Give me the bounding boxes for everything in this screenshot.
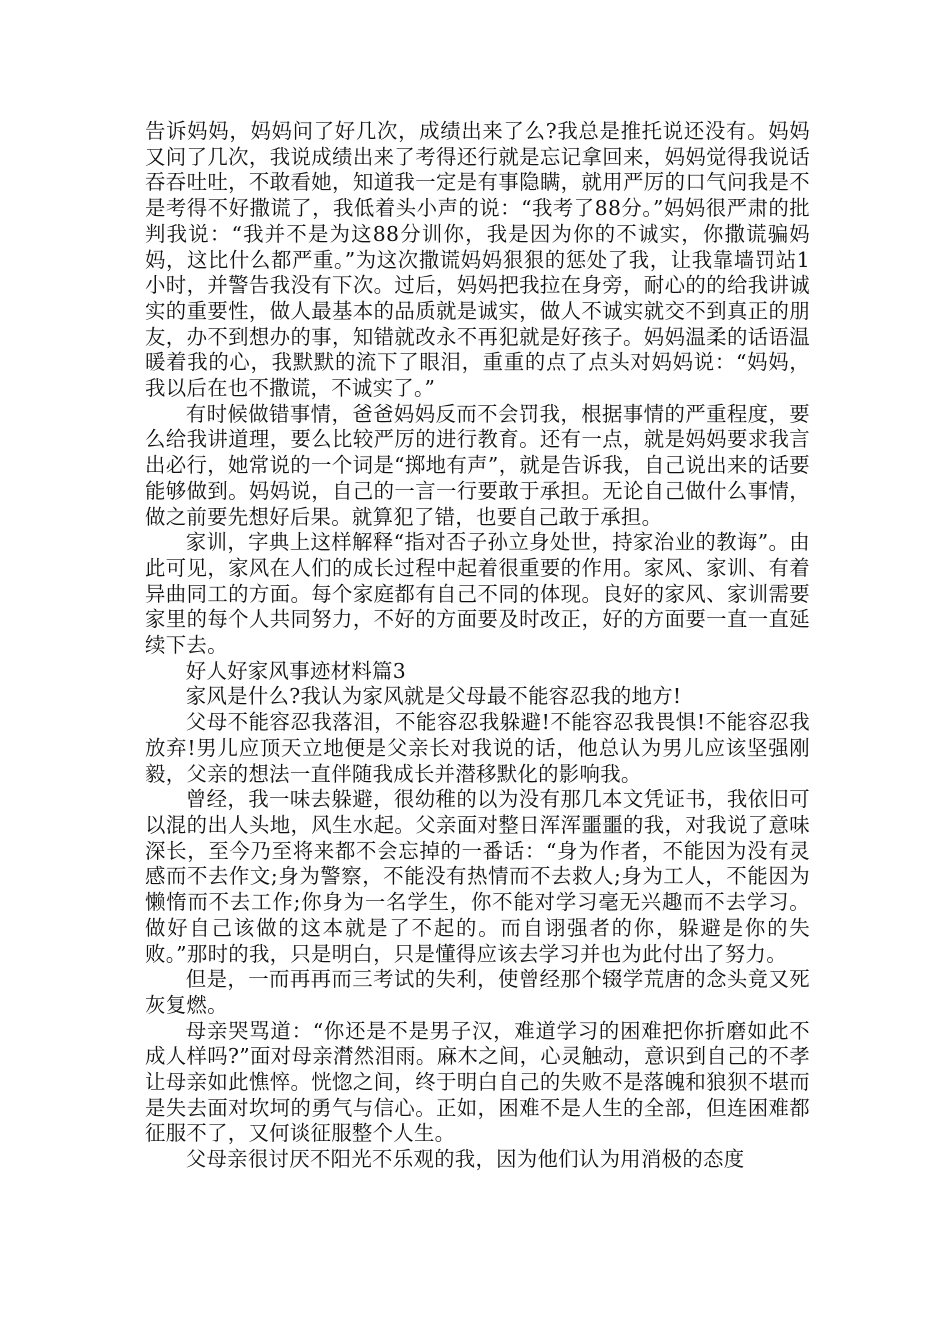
paragraph: 家风是什么?我认为家风就是父母最不能容忍我的地方! <box>185 684 682 709</box>
paragraph: 有时候做错事情，爸爸妈妈反而不会罚我，根据事情的严重程度，要么给我讲道理，要么比较严厉的进行教育。还有一点，就是妈妈要求我言出必行，她常说的一个词是“掷地有声”，就是告诉我，自己说出来的话要能够做到。妈妈说，自己的一言一行要敢于承担。无论自己做什么事情，做之前要先想好后果。就算犯了错，也要自己敢于承担。 <box>145 401 810 529</box>
paragraph: 曾经，我一味去躲避，很幼稚的以为没有那几本文凭证书，我依旧可以混的出人头地，风生水起。父亲面对整日浑浑噩噩的我，对我说了意味深长，至今乃至将来都不会忘掉的一番话：“身为作者，不能因为没有灵感而不去作文;身为警察，不能没有热情而不去救人;身为工人，不能因为懒惰而不去工作;你身为一名学生，你不能对学习毫无兴趣而不去学习。做好自己该做的这本就是了不起的。而自诩强者的你，躲避是你的失败。”那时的我，只是明白，只是懂得应该去学习并也为此付出了努力。 <box>145 787 810 966</box>
section-heading: 好人好家风事迹材料篇3 <box>185 658 406 683</box>
paragraph: 家训，字典上这样解释“指对否子孙立身处世，持家治业的教诲”。由此可见，家风在人们的成长过程中起着很重要的作用。家风、家训、有着异曲同工的方面。每个家庭都有自己不同的体现。良好的家风、家训需要家里的每个人共同努力，不好的方面要及时改正，好的方面要一直一直延续下去。 <box>145 530 810 658</box>
paragraph: 母亲哭骂道：“你还是不是男子汉，难道学习的困难把你折磨如此不成人样吗?”面对母亲潸然泪雨。麻木之间，心灵触动，意识到自己的不孝让母亲如此憔悴。恍惚之间，终于明白自己的失败不是落魄和狼狈不堪而是失去面对坎坷的勇气与信心。正如，困难不是人生的全部，但连困难都征服不了，又何谈征服整个人生。 <box>145 1018 810 1146</box>
paragraph: 父母不能容忍我落泪，不能容忍我躲避!不能容忍我畏惧!不能容忍我放弃!男儿应顶天立地便是父亲长对我说的话，他总认为男儿应该坚强刚毅，父亲的想法一直伴随我成长并潜移默化的影响我。 <box>145 710 810 786</box>
document-body <box>145 119 810 1173</box>
paragraph: 但是，一而再再而三考试的失利，使曾经那个辍学荒唐的念头竟又死灰复燃。 <box>145 967 810 1017</box>
paragraph-continued: 告诉妈妈，妈妈问了好几次，成绩出来了么?我总是推托说还没有。妈妈又问了几次，我说成绩出来了考得还行就是忘记拿回来，妈妈觉得我说话吞吞吐吐，不敢看她，知道我一定是有事隐瞒，就用严厉的口气问我是不是考得不好撒谎了，我低着头小声的说：“我考了88分。”妈妈很严肃的批判我说：“我并不是为这88分训你，我是因为你的不诚实，你撒谎骗妈妈，这比什么都严重。”为这次撒谎妈妈狠狠的惩处了我，让我靠墙罚站1小时，并警告我没有下次。过后，妈妈把我拉在身旁，耐心的的给我讲诚实的重要性，做人最基本的品质就是诚实，做人不诚实就交不到真正的朋友，办不到想办的事，知错就改永不再犯就是好孩子。妈妈温柔的话语温暖着我的心，我默默的流下了眼泪，重重的点了点头对妈妈说：“妈妈，我以后在也不撒谎，不诚实了。” <box>145 119 810 401</box>
paragraph: 父母亲很讨厌不阳光不乐观的我，因为他们认为用消极的态度 <box>185 1147 745 1172</box>
